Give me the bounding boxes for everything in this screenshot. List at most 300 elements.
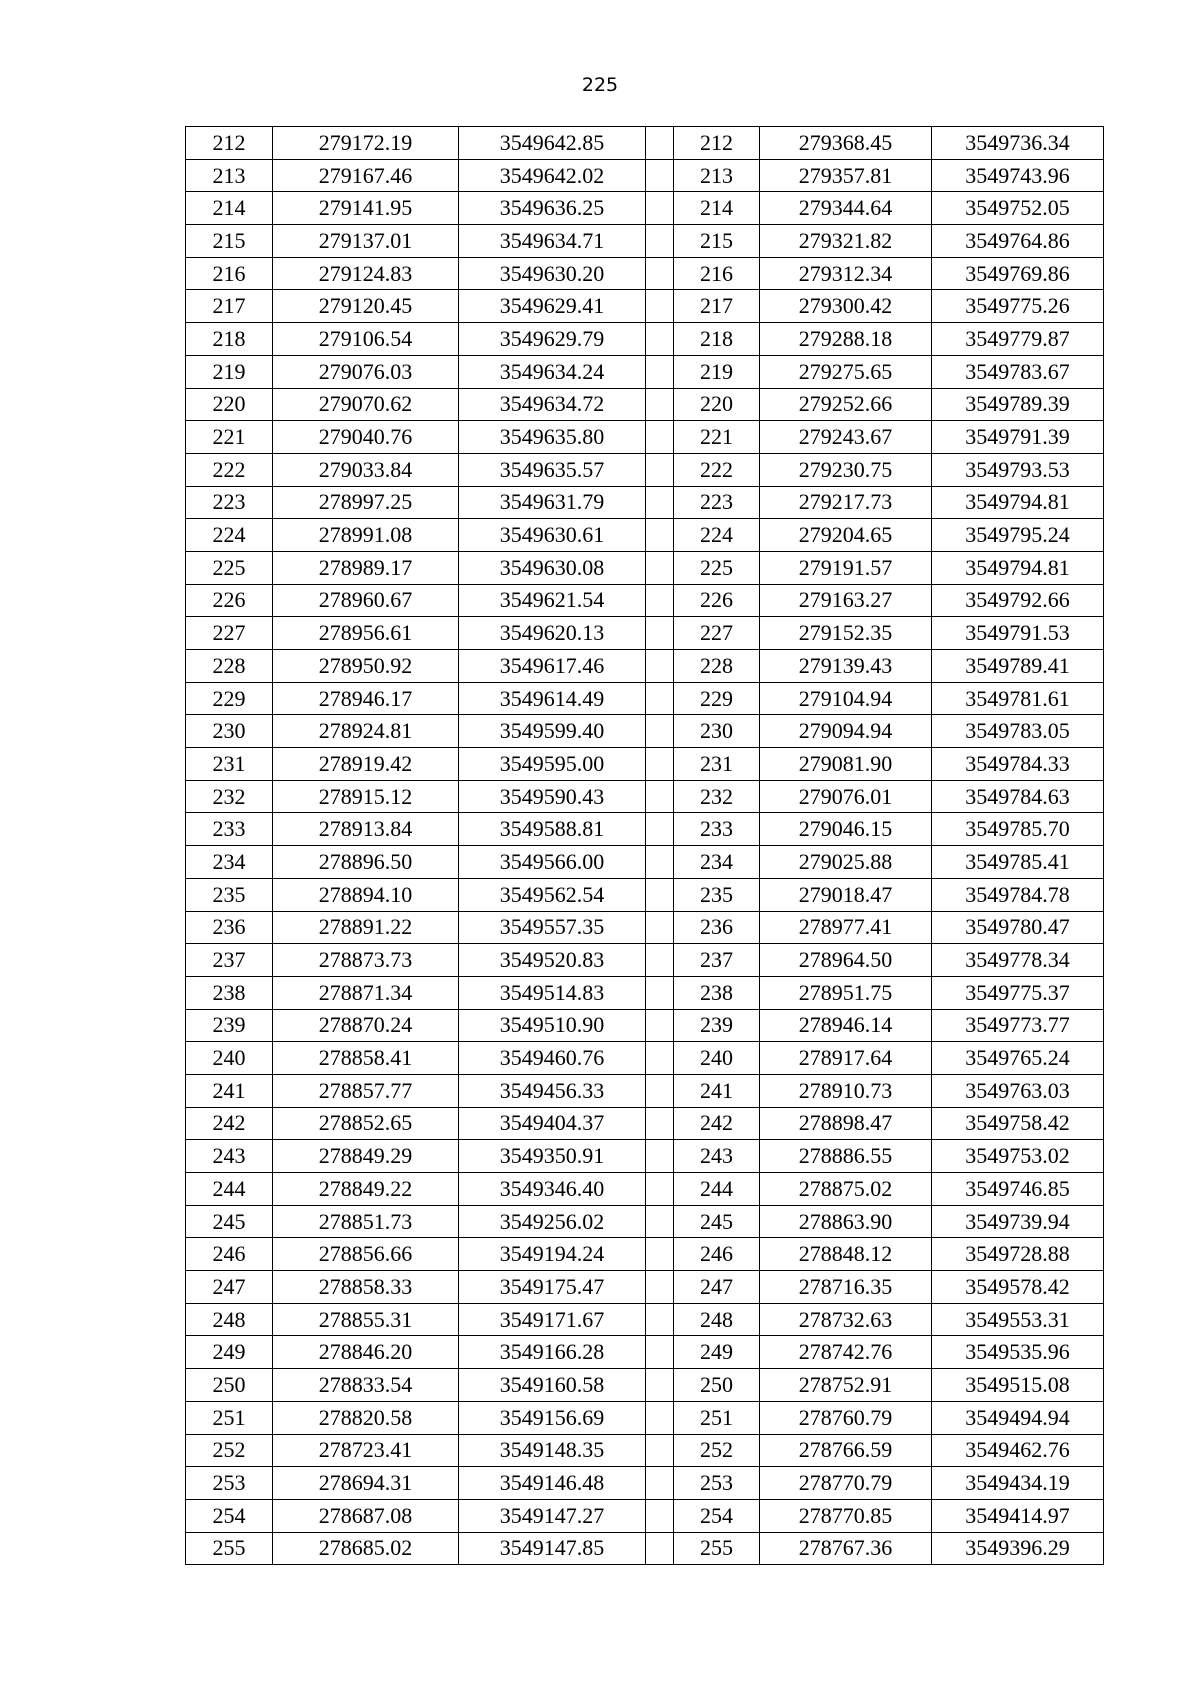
point-number-left-cell: 220 xyxy=(186,388,273,421)
y-coordinate-left-cell: 3549630.08 xyxy=(459,551,646,584)
table-row xyxy=(186,715,1104,748)
y-coordinate-right-cell: 3549743.96 xyxy=(932,159,1104,192)
point-number-left-cell: 245 xyxy=(186,1205,273,1238)
separator-cell xyxy=(646,1107,674,1140)
table-row xyxy=(186,1336,1104,1369)
y-coordinate-right-cell: 3549434.19 xyxy=(932,1467,1104,1500)
x-coordinate-left-cell: 279106.54 xyxy=(273,323,459,356)
separator-cell xyxy=(646,911,674,944)
table-row xyxy=(186,519,1104,552)
separator-cell xyxy=(646,421,674,454)
point-number-right-cell: 221 xyxy=(674,421,760,454)
x-coordinate-left-cell: 279124.83 xyxy=(273,257,459,290)
x-coordinate-left-cell: 278924.81 xyxy=(273,715,459,748)
separator-cell xyxy=(646,1369,674,1402)
separator-cell xyxy=(646,225,674,258)
x-coordinate-left-cell: 278997.25 xyxy=(273,486,459,519)
point-number-left-cell: 229 xyxy=(186,682,273,715)
y-coordinate-right-cell: 3549785.41 xyxy=(932,846,1104,879)
x-coordinate-right-cell: 279217.73 xyxy=(760,486,932,519)
x-coordinate-right-cell: 279204.65 xyxy=(760,519,932,552)
x-coordinate-right-cell: 278946.14 xyxy=(760,1009,932,1042)
x-coordinate-right-cell: 278910.73 xyxy=(760,1074,932,1107)
separator-cell xyxy=(646,944,674,977)
y-coordinate-left-cell: 3549629.79 xyxy=(459,323,646,356)
x-coordinate-left-cell: 278960.67 xyxy=(273,584,459,617)
separator-cell xyxy=(646,127,674,160)
y-coordinate-right-cell: 3549783.05 xyxy=(932,715,1104,748)
x-coordinate-right-cell: 279230.75 xyxy=(760,453,932,486)
y-coordinate-left-cell: 3549629.41 xyxy=(459,290,646,323)
point-number-right-cell: 252 xyxy=(674,1434,760,1467)
point-number-left-cell: 230 xyxy=(186,715,273,748)
point-number-right-cell: 230 xyxy=(674,715,760,748)
separator-cell xyxy=(646,1336,674,1369)
separator-cell xyxy=(646,813,674,846)
point-number-left-cell: 222 xyxy=(186,453,273,486)
x-coordinate-left-cell: 278870.24 xyxy=(273,1009,459,1042)
y-coordinate-right-cell: 3549773.77 xyxy=(932,1009,1104,1042)
y-coordinate-left-cell: 3549642.02 xyxy=(459,159,646,192)
x-coordinate-right-cell: 278752.91 xyxy=(760,1369,932,1402)
y-coordinate-right-cell: 3549765.24 xyxy=(932,1042,1104,1075)
point-number-left-cell: 244 xyxy=(186,1173,273,1206)
y-coordinate-right-cell: 3549775.37 xyxy=(932,976,1104,1009)
separator-cell xyxy=(646,1074,674,1107)
table-row xyxy=(186,257,1104,290)
table-row xyxy=(186,1074,1104,1107)
table-row xyxy=(186,1434,1104,1467)
point-number-left-cell: 231 xyxy=(186,748,273,781)
y-coordinate-right-cell: 3549794.81 xyxy=(932,551,1104,584)
separator-cell xyxy=(646,159,674,192)
point-number-left-cell: 248 xyxy=(186,1303,273,1336)
separator-cell xyxy=(646,650,674,683)
y-coordinate-right-cell: 3549578.42 xyxy=(932,1271,1104,1304)
table-row xyxy=(186,1499,1104,1532)
y-coordinate-right-cell: 3549728.88 xyxy=(932,1238,1104,1271)
y-coordinate-left-cell: 3549514.83 xyxy=(459,976,646,1009)
separator-cell xyxy=(646,584,674,617)
x-coordinate-right-cell: 278716.35 xyxy=(760,1271,932,1304)
point-number-right-cell: 231 xyxy=(674,748,760,781)
point-number-right-cell: 236 xyxy=(674,911,760,944)
point-number-right-cell: 226 xyxy=(674,584,760,617)
y-coordinate-left-cell: 3549599.40 xyxy=(459,715,646,748)
y-coordinate-right-cell: 3549753.02 xyxy=(932,1140,1104,1173)
y-coordinate-left-cell: 3549520.83 xyxy=(459,944,646,977)
y-coordinate-right-cell: 3549783.67 xyxy=(932,355,1104,388)
x-coordinate-right-cell: 279152.35 xyxy=(760,617,932,650)
x-coordinate-right-cell: 278875.02 xyxy=(760,1173,932,1206)
table-row xyxy=(186,192,1104,225)
point-number-left-cell: 242 xyxy=(186,1107,273,1140)
point-number-right-cell: 248 xyxy=(674,1303,760,1336)
separator-cell xyxy=(646,257,674,290)
point-number-right-cell: 219 xyxy=(674,355,760,388)
point-number-right-cell: 246 xyxy=(674,1238,760,1271)
point-number-right-cell: 215 xyxy=(674,225,760,258)
separator-cell xyxy=(646,290,674,323)
point-number-right-cell: 223 xyxy=(674,486,760,519)
y-coordinate-left-cell: 3549146.48 xyxy=(459,1467,646,1500)
y-coordinate-left-cell: 3549456.33 xyxy=(459,1074,646,1107)
x-coordinate-right-cell: 279344.64 xyxy=(760,192,932,225)
separator-cell xyxy=(646,1303,674,1336)
point-number-right-cell: 227 xyxy=(674,617,760,650)
point-number-right-cell: 212 xyxy=(674,127,760,160)
point-number-left-cell: 249 xyxy=(186,1336,273,1369)
x-coordinate-right-cell: 279139.43 xyxy=(760,650,932,683)
point-number-right-cell: 229 xyxy=(674,682,760,715)
point-number-right-cell: 247 xyxy=(674,1271,760,1304)
y-coordinate-left-cell: 3549460.76 xyxy=(459,1042,646,1075)
point-number-left-cell: 254 xyxy=(186,1499,273,1532)
y-coordinate-left-cell: 3549590.43 xyxy=(459,780,646,813)
point-number-right-cell: 214 xyxy=(674,192,760,225)
y-coordinate-left-cell: 3549171.67 xyxy=(459,1303,646,1336)
point-number-left-cell: 255 xyxy=(186,1532,273,1565)
x-coordinate-right-cell: 278767.36 xyxy=(760,1532,932,1565)
x-coordinate-left-cell: 279076.03 xyxy=(273,355,459,388)
table-row xyxy=(186,1205,1104,1238)
x-coordinate-left-cell: 278856.66 xyxy=(273,1238,459,1271)
y-coordinate-left-cell: 3549346.40 xyxy=(459,1173,646,1206)
separator-cell xyxy=(646,780,674,813)
table-row xyxy=(186,650,1104,683)
table-row xyxy=(186,1303,1104,1336)
point-number-right-cell: 218 xyxy=(674,323,760,356)
x-coordinate-right-cell: 278886.55 xyxy=(760,1140,932,1173)
point-number-left-cell: 216 xyxy=(186,257,273,290)
point-number-left-cell: 215 xyxy=(186,225,273,258)
y-coordinate-right-cell: 3549494.94 xyxy=(932,1401,1104,1434)
y-coordinate-right-cell: 3549791.39 xyxy=(932,421,1104,454)
y-coordinate-left-cell: 3549620.13 xyxy=(459,617,646,650)
point-number-right-cell: 255 xyxy=(674,1532,760,1565)
separator-cell xyxy=(646,846,674,879)
table-row xyxy=(186,748,1104,781)
x-coordinate-right-cell: 278732.63 xyxy=(760,1303,932,1336)
point-number-left-cell: 227 xyxy=(186,617,273,650)
x-coordinate-right-cell: 279243.67 xyxy=(760,421,932,454)
x-coordinate-right-cell: 278760.79 xyxy=(760,1401,932,1434)
point-number-right-cell: 250 xyxy=(674,1369,760,1402)
point-number-right-cell: 244 xyxy=(674,1173,760,1206)
y-coordinate-right-cell: 3549763.03 xyxy=(932,1074,1104,1107)
x-coordinate-left-cell: 278851.73 xyxy=(273,1205,459,1238)
point-number-left-cell: 239 xyxy=(186,1009,273,1042)
y-coordinate-right-cell: 3549792.66 xyxy=(932,584,1104,617)
x-coordinate-left-cell: 278694.31 xyxy=(273,1467,459,1500)
point-number-left-cell: 250 xyxy=(186,1369,273,1402)
x-coordinate-right-cell: 279357.81 xyxy=(760,159,932,192)
point-number-right-cell: 228 xyxy=(674,650,760,683)
y-coordinate-right-cell: 3549780.47 xyxy=(932,911,1104,944)
separator-cell xyxy=(646,976,674,1009)
separator-cell xyxy=(646,519,674,552)
point-number-left-cell: 247 xyxy=(186,1271,273,1304)
separator-cell xyxy=(646,1042,674,1075)
x-coordinate-right-cell: 279081.90 xyxy=(760,748,932,781)
y-coordinate-left-cell: 3549147.27 xyxy=(459,1499,646,1532)
point-number-left-cell: 237 xyxy=(186,944,273,977)
separator-cell xyxy=(646,1009,674,1042)
point-number-right-cell: 238 xyxy=(674,976,760,1009)
point-number-left-cell: 251 xyxy=(186,1401,273,1434)
x-coordinate-left-cell: 279141.95 xyxy=(273,192,459,225)
point-number-right-cell: 241 xyxy=(674,1074,760,1107)
point-number-right-cell: 222 xyxy=(674,453,760,486)
x-coordinate-left-cell: 278685.02 xyxy=(273,1532,459,1565)
separator-cell xyxy=(646,682,674,715)
x-coordinate-left-cell: 278896.50 xyxy=(273,846,459,879)
table-row xyxy=(186,1271,1104,1304)
point-number-left-cell: 241 xyxy=(186,1074,273,1107)
point-number-left-cell: 252 xyxy=(186,1434,273,1467)
y-coordinate-right-cell: 3549794.81 xyxy=(932,486,1104,519)
point-number-right-cell: 235 xyxy=(674,878,760,911)
x-coordinate-right-cell: 279252.66 xyxy=(760,388,932,421)
point-number-right-cell: 243 xyxy=(674,1140,760,1173)
point-number-left-cell: 253 xyxy=(186,1467,273,1500)
point-number-left-cell: 218 xyxy=(186,323,273,356)
table-row xyxy=(186,388,1104,421)
separator-cell xyxy=(646,1532,674,1565)
table-row xyxy=(186,1532,1104,1565)
point-number-right-cell: 239 xyxy=(674,1009,760,1042)
y-coordinate-left-cell: 3549588.81 xyxy=(459,813,646,846)
x-coordinate-left-cell: 279040.76 xyxy=(273,421,459,454)
table-row xyxy=(186,944,1104,977)
y-coordinate-right-cell: 3549739.94 xyxy=(932,1205,1104,1238)
table-row xyxy=(186,1369,1104,1402)
x-coordinate-left-cell: 278687.08 xyxy=(273,1499,459,1532)
x-coordinate-left-cell: 278915.12 xyxy=(273,780,459,813)
x-coordinate-left-cell: 278989.17 xyxy=(273,551,459,584)
separator-cell xyxy=(646,748,674,781)
table-row xyxy=(186,355,1104,388)
x-coordinate-right-cell: 279076.01 xyxy=(760,780,932,813)
x-coordinate-right-cell: 279300.42 xyxy=(760,290,932,323)
x-coordinate-left-cell: 278956.61 xyxy=(273,617,459,650)
x-coordinate-left-cell: 278846.20 xyxy=(273,1336,459,1369)
separator-cell xyxy=(646,617,674,650)
y-coordinate-left-cell: 3549148.35 xyxy=(459,1434,646,1467)
y-coordinate-right-cell: 3549791.53 xyxy=(932,617,1104,650)
x-coordinate-right-cell: 279368.45 xyxy=(760,127,932,160)
point-number-right-cell: 249 xyxy=(674,1336,760,1369)
x-coordinate-left-cell: 279070.62 xyxy=(273,388,459,421)
x-coordinate-left-cell: 278894.10 xyxy=(273,878,459,911)
table-row xyxy=(186,1467,1104,1500)
separator-cell xyxy=(646,551,674,584)
table-row xyxy=(186,127,1104,160)
point-number-left-cell: 223 xyxy=(186,486,273,519)
x-coordinate-right-cell: 278951.75 xyxy=(760,976,932,1009)
x-coordinate-left-cell: 278857.77 xyxy=(273,1074,459,1107)
separator-cell xyxy=(646,1271,674,1304)
x-coordinate-left-cell: 279033.84 xyxy=(273,453,459,486)
x-coordinate-left-cell: 278723.41 xyxy=(273,1434,459,1467)
x-coordinate-left-cell: 278858.41 xyxy=(273,1042,459,1075)
y-coordinate-left-cell: 3549404.37 xyxy=(459,1107,646,1140)
y-coordinate-left-cell: 3549510.90 xyxy=(459,1009,646,1042)
point-number-left-cell: 240 xyxy=(186,1042,273,1075)
x-coordinate-right-cell: 279104.94 xyxy=(760,682,932,715)
point-number-right-cell: 234 xyxy=(674,846,760,879)
point-number-left-cell: 233 xyxy=(186,813,273,846)
y-coordinate-left-cell: 3549634.24 xyxy=(459,355,646,388)
y-coordinate-left-cell: 3549614.49 xyxy=(459,682,646,715)
y-coordinate-left-cell: 3549635.80 xyxy=(459,421,646,454)
x-coordinate-right-cell: 279094.94 xyxy=(760,715,932,748)
separator-cell xyxy=(646,1499,674,1532)
separator-cell xyxy=(646,453,674,486)
table-row xyxy=(186,813,1104,846)
table-row xyxy=(186,1107,1104,1140)
y-coordinate-left-cell: 3549175.47 xyxy=(459,1271,646,1304)
table-row xyxy=(186,682,1104,715)
point-number-right-cell: 251 xyxy=(674,1401,760,1434)
separator-cell xyxy=(646,1434,674,1467)
x-coordinate-right-cell: 278742.76 xyxy=(760,1336,932,1369)
y-coordinate-left-cell: 3549630.20 xyxy=(459,257,646,290)
point-number-left-cell: 212 xyxy=(186,127,273,160)
y-coordinate-left-cell: 3549635.57 xyxy=(459,453,646,486)
table-row xyxy=(186,1401,1104,1434)
y-coordinate-right-cell: 3549778.34 xyxy=(932,944,1104,977)
point-number-right-cell: 242 xyxy=(674,1107,760,1140)
separator-cell xyxy=(646,1401,674,1434)
point-number-left-cell: 213 xyxy=(186,159,273,192)
table-row xyxy=(186,225,1104,258)
x-coordinate-left-cell: 279167.46 xyxy=(273,159,459,192)
separator-cell xyxy=(646,1140,674,1173)
separator-cell xyxy=(646,1467,674,1500)
y-coordinate-left-cell: 3549166.28 xyxy=(459,1336,646,1369)
y-coordinate-right-cell: 3549396.29 xyxy=(932,1532,1104,1565)
table-row xyxy=(186,1009,1104,1042)
y-coordinate-right-cell: 3549795.24 xyxy=(932,519,1104,552)
y-coordinate-right-cell: 3549758.42 xyxy=(932,1107,1104,1140)
x-coordinate-right-cell: 279025.88 xyxy=(760,846,932,879)
page-number: 225 xyxy=(581,74,619,96)
point-number-right-cell: 233 xyxy=(674,813,760,846)
x-coordinate-left-cell: 278950.92 xyxy=(273,650,459,683)
y-coordinate-left-cell: 3549557.35 xyxy=(459,911,646,944)
separator-cell xyxy=(646,355,674,388)
x-coordinate-right-cell: 278917.64 xyxy=(760,1042,932,1075)
point-number-left-cell: 238 xyxy=(186,976,273,1009)
x-coordinate-right-cell: 279191.57 xyxy=(760,551,932,584)
point-number-left-cell: 228 xyxy=(186,650,273,683)
table-row xyxy=(186,453,1104,486)
y-coordinate-left-cell: 3549160.58 xyxy=(459,1369,646,1402)
separator-cell xyxy=(646,878,674,911)
table-row xyxy=(186,1173,1104,1206)
table-row xyxy=(186,780,1104,813)
table-row xyxy=(186,911,1104,944)
x-coordinate-left-cell: 278991.08 xyxy=(273,519,459,552)
x-coordinate-left-cell: 278913.84 xyxy=(273,813,459,846)
x-coordinate-left-cell: 278849.29 xyxy=(273,1140,459,1173)
point-number-right-cell: 220 xyxy=(674,388,760,421)
y-coordinate-right-cell: 3549515.08 xyxy=(932,1369,1104,1402)
table-row xyxy=(186,1238,1104,1271)
table-row xyxy=(186,421,1104,454)
x-coordinate-left-cell: 278833.54 xyxy=(273,1369,459,1402)
point-number-left-cell: 214 xyxy=(186,192,273,225)
x-coordinate-right-cell: 279321.82 xyxy=(760,225,932,258)
table-row xyxy=(186,846,1104,879)
table-row xyxy=(186,584,1104,617)
x-coordinate-left-cell: 278946.17 xyxy=(273,682,459,715)
coordinates-table-body xyxy=(186,127,1104,1565)
x-coordinate-left-cell: 278820.58 xyxy=(273,1401,459,1434)
point-number-left-cell: 234 xyxy=(186,846,273,879)
separator-cell xyxy=(646,486,674,519)
table-row xyxy=(186,290,1104,323)
point-number-left-cell: 232 xyxy=(186,780,273,813)
y-coordinate-right-cell: 3549462.76 xyxy=(932,1434,1104,1467)
y-coordinate-left-cell: 3549621.54 xyxy=(459,584,646,617)
point-number-right-cell: 232 xyxy=(674,780,760,813)
point-number-right-cell: 254 xyxy=(674,1499,760,1532)
x-coordinate-left-cell: 278873.73 xyxy=(273,944,459,977)
point-number-right-cell: 224 xyxy=(674,519,760,552)
y-coordinate-left-cell: 3549156.69 xyxy=(459,1401,646,1434)
x-coordinate-left-cell: 278852.65 xyxy=(273,1107,459,1140)
x-coordinate-right-cell: 278766.59 xyxy=(760,1434,932,1467)
y-coordinate-left-cell: 3549562.54 xyxy=(459,878,646,911)
y-coordinate-right-cell: 3549785.70 xyxy=(932,813,1104,846)
point-number-left-cell: 236 xyxy=(186,911,273,944)
point-number-left-cell: 219 xyxy=(186,355,273,388)
y-coordinate-left-cell: 3549595.00 xyxy=(459,748,646,781)
separator-cell xyxy=(646,323,674,356)
separator-cell xyxy=(646,1173,674,1206)
table-row xyxy=(186,551,1104,584)
x-coordinate-left-cell: 278919.42 xyxy=(273,748,459,781)
x-coordinate-right-cell: 278977.41 xyxy=(760,911,932,944)
y-coordinate-left-cell: 3549636.25 xyxy=(459,192,646,225)
separator-cell xyxy=(646,388,674,421)
x-coordinate-left-cell: 278871.34 xyxy=(273,976,459,1009)
y-coordinate-left-cell: 3549630.61 xyxy=(459,519,646,552)
y-coordinate-right-cell: 3549752.05 xyxy=(932,192,1104,225)
x-coordinate-left-cell: 278858.33 xyxy=(273,1271,459,1304)
table-row xyxy=(186,486,1104,519)
x-coordinate-right-cell: 278898.47 xyxy=(760,1107,932,1140)
y-coordinate-left-cell: 3549617.46 xyxy=(459,650,646,683)
y-coordinate-left-cell: 3549566.00 xyxy=(459,846,646,879)
table-row xyxy=(186,1042,1104,1075)
point-number-left-cell: 246 xyxy=(186,1238,273,1271)
x-coordinate-left-cell: 278849.22 xyxy=(273,1173,459,1206)
point-number-right-cell: 217 xyxy=(674,290,760,323)
x-coordinate-right-cell: 279018.47 xyxy=(760,878,932,911)
x-coordinate-left-cell: 278891.22 xyxy=(273,911,459,944)
y-coordinate-right-cell: 3549781.61 xyxy=(932,682,1104,715)
table-row xyxy=(186,976,1104,1009)
x-coordinate-left-cell: 279120.45 xyxy=(273,290,459,323)
point-number-left-cell: 217 xyxy=(186,290,273,323)
separator-cell xyxy=(646,1205,674,1238)
y-coordinate-left-cell: 3549194.24 xyxy=(459,1238,646,1271)
y-coordinate-right-cell: 3549736.34 xyxy=(932,127,1104,160)
point-number-right-cell: 213 xyxy=(674,159,760,192)
